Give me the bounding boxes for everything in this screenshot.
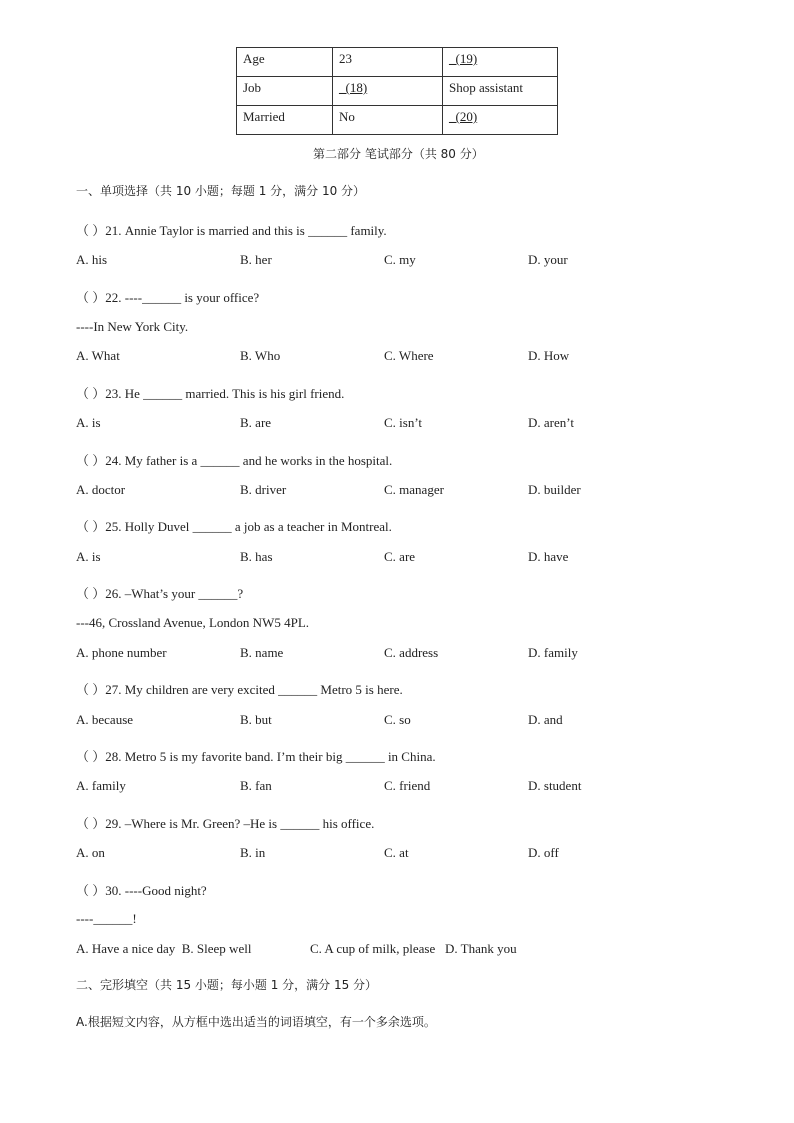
options-30: A. Have a nice day B. Sleep well C. A cup of milk, please D. Thank you (76, 941, 517, 956)
option-b: B. name (240, 645, 284, 660)
question-24: （ ）24. My father is a ______ and he works in the hospital. (76, 453, 393, 468)
option-d: D. aren’t (528, 415, 574, 430)
table-row (237, 106, 558, 135)
option-a: A. doctor (76, 482, 126, 497)
option-a: A. phone number (76, 645, 167, 660)
table-cell (443, 106, 558, 135)
options-24 (76, 482, 716, 498)
question-22-answer: ----In New York City. (76, 319, 189, 334)
table-row (237, 77, 558, 106)
option-a: A. family (76, 778, 126, 793)
option-d: D. your (528, 252, 568, 267)
question-22: （ ）22. ----______ is your office? (76, 290, 260, 305)
table-cell (333, 77, 443, 106)
option-d: D. and (528, 712, 563, 727)
options-29 (76, 845, 716, 861)
question-30: （ ）30. ----Good night? (76, 883, 207, 898)
option-d: D. family (528, 645, 578, 660)
option-d: D. builder (528, 482, 581, 497)
section1-title: 一、单项选择（共 10 小题；每题 1 分，满分 10 分） (76, 184, 366, 198)
part-title: 第二部分 笔试部分（共 80 分） (313, 147, 484, 161)
options-25 (76, 549, 716, 565)
option-b: B. has (240, 549, 273, 564)
option-b: B. fan (240, 778, 272, 793)
options-22 (76, 348, 716, 364)
option-a: A. What (76, 348, 120, 363)
option-c: C. Where (384, 348, 434, 363)
options-28 (76, 778, 716, 794)
question-29: （ ）29. –Where is Mr. Green? –He is ______ his office. (76, 816, 375, 831)
option-d: D. How (528, 348, 570, 363)
question-30-answer: ----______! (76, 911, 137, 926)
option-c: C. isn’t (384, 415, 423, 430)
section2-title: 二、完形填空（共 15 小题；每小题 1 分，满分 15 分） (76, 978, 378, 992)
option-a: A. because (76, 712, 134, 727)
option-b: B. are (240, 415, 272, 430)
options-26 (76, 645, 716, 661)
table-cell: Age (237, 48, 333, 77)
option-a: A. is (76, 549, 101, 564)
question-23: （ ）23. He ______ married. This is his girl friend. (76, 386, 345, 401)
option-c: C. at (384, 845, 409, 860)
table-cell: Shop assistant (443, 77, 558, 106)
option-a: A. his (76, 252, 108, 267)
option-c: C. my (384, 252, 416, 267)
option-d: D. student (528, 778, 582, 793)
option-a: A. on (76, 845, 105, 860)
section2-instructions: A.根据短文内容，从方框中选出适当的词语填空，有一个多余选项。 (76, 1015, 436, 1029)
table-cell (443, 48, 558, 77)
option-b: B. driver (240, 482, 287, 497)
question-26: （ ）26. –What’s your ______? (76, 586, 244, 601)
table-cell: 23 (333, 48, 443, 77)
option-b: B. but (240, 712, 272, 727)
option-d: D. off (528, 845, 559, 860)
blank-18: _(18) (339, 80, 368, 95)
question-28: （ ）28. Metro 5 is my favorite band. I’m their big ______ in China. (76, 749, 436, 764)
table-row (237, 48, 558, 77)
options-23 (76, 415, 716, 431)
option-a: A. is (76, 415, 101, 430)
option-c: C. are (384, 549, 416, 564)
question-25: （ ）25. Holly Duvel ______ a job as a teacher in Montreal. (76, 519, 392, 534)
option-b: B. her (240, 252, 272, 267)
option-b: B. Who (240, 348, 281, 363)
options-21 (76, 252, 716, 268)
blank-19: _(19) (449, 51, 478, 66)
info-table (236, 47, 558, 135)
option-c: C. manager (384, 482, 444, 497)
question-21: （ ）21. Annie Taylor is married and this is ______ family. (76, 223, 387, 238)
option-c: C. address (384, 645, 439, 660)
option-c: C. so (384, 712, 411, 727)
question-27: （ ）27. My children are very excited ______ Metro 5 is here. (76, 682, 403, 697)
option-b: B. in (240, 845, 266, 860)
table-cell: Job (237, 77, 333, 106)
table-cell: Married (237, 106, 333, 135)
options-27 (76, 712, 716, 728)
question-26-answer: ---46, Crossland Avenue, London NW5 4PL. (76, 615, 310, 630)
blank-20: _(20) (449, 109, 478, 124)
option-c: C. friend (384, 778, 431, 793)
table-cell: No (333, 106, 443, 135)
option-d: D. have (528, 549, 569, 564)
